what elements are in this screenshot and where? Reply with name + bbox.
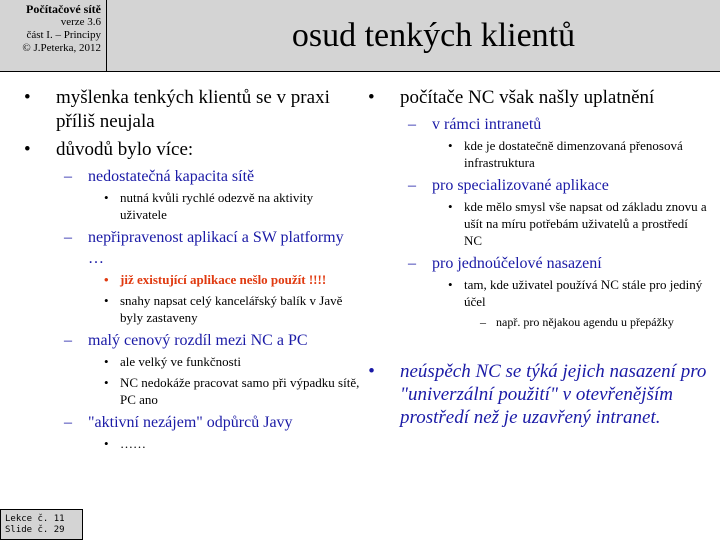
detail-item xyxy=(24,435,360,452)
conclusion-text: neúspěch NC se týká jejich nasazení pro "univerzální použití" v otevřenějším prostředí než je uzavřený intranet. xyxy=(400,361,707,428)
bullet-icon: • xyxy=(104,354,109,369)
note-item xyxy=(368,314,708,330)
bullet-icon: • xyxy=(104,190,109,205)
dash-icon: – xyxy=(64,168,72,185)
bullet-icon: • xyxy=(448,277,453,292)
right-column xyxy=(368,86,708,429)
bullet-text: důvodů bylo více: xyxy=(56,139,194,160)
detail-item xyxy=(24,353,360,370)
detail-text: tam, kde uživatel používá NC stále pro jediný účel xyxy=(464,277,703,309)
bullet-icon: • xyxy=(368,361,375,382)
bullet-icon: • xyxy=(448,199,453,214)
bullet-item xyxy=(24,86,360,134)
dash-icon: – xyxy=(408,116,416,133)
sub-text: malý cenový rozdíl mezi NC a PC xyxy=(88,332,308,349)
sub-item xyxy=(368,114,708,135)
dash-icon: – xyxy=(64,332,72,349)
dash-icon: – xyxy=(64,414,72,431)
bullet-icon: • xyxy=(448,138,453,153)
bullet-icon: • xyxy=(104,375,109,390)
dash-icon: – xyxy=(480,315,486,329)
title-bar xyxy=(107,0,720,72)
dash-icon: – xyxy=(408,177,416,194)
bullet-icon: • xyxy=(104,436,109,451)
bullet-item xyxy=(368,86,708,110)
detail-text: kde je dostatečně dimenzovaná přenosová infrastruktura xyxy=(464,138,683,170)
detail-text: NC nedokáže pracovat samo při výpadku sítě, PC ano xyxy=(120,375,360,407)
bullet-text: myšlenka tenkých klientů se v praxi příliš neujala xyxy=(56,87,330,132)
detail-item xyxy=(368,198,708,249)
sub-text: nedostatečná kapacita sítě xyxy=(88,168,255,185)
highlight-text: již existující aplikace nešlo použít !!!! xyxy=(120,272,327,287)
detail-item xyxy=(368,137,708,171)
course-copyright: © J.Peterka, 2012 xyxy=(22,42,101,54)
detail-text: snahy napsat celý kancelářský balík v Javě byly zastaveny xyxy=(120,293,343,325)
detail-text: nutná kvůli rychlé odezvě na aktivity uživatele xyxy=(120,190,314,222)
detail-item xyxy=(24,292,360,326)
bullet-item xyxy=(24,138,360,162)
dash-icon: – xyxy=(64,229,72,246)
bullet-icon: • xyxy=(368,87,375,108)
left-column xyxy=(24,86,360,456)
sub-text: pro jednoúčelové nasazení xyxy=(432,255,602,272)
bullet-text: počítače NC však našly uplatnění xyxy=(400,87,655,108)
bullet-icon: • xyxy=(104,272,109,287)
detail-item xyxy=(368,276,708,310)
course-part: část I. – Principy xyxy=(26,29,101,41)
bullet-icon: • xyxy=(24,87,31,108)
detail-item xyxy=(24,271,360,288)
sub-item xyxy=(24,412,360,433)
slide-title: osud tenkých klientů xyxy=(291,16,576,54)
dash-icon: – xyxy=(408,255,416,272)
sub-item xyxy=(24,330,360,351)
course-version: verze 3.6 xyxy=(60,16,101,28)
course-info-box xyxy=(0,0,107,72)
sub-text: pro specializované aplikace xyxy=(432,177,609,194)
detail-item xyxy=(24,374,360,408)
sub-item xyxy=(368,175,708,196)
sub-text: nepřipravenost aplikací a SW platformy … xyxy=(88,229,344,267)
course-name: Počítačové sítě xyxy=(26,2,101,16)
detail-text: ale velký ve funkčnosti xyxy=(120,354,241,369)
sub-item xyxy=(368,253,708,274)
detail-text: kde mělo smysl vše napsat od základu znovu a ušít na míru potřebám uživatelů a prostředí NC xyxy=(464,199,707,248)
bullet-icon: • xyxy=(24,139,31,160)
sub-item xyxy=(24,166,360,187)
sub-text: "aktivní nezájem" odpůrců Javy xyxy=(88,414,293,431)
sub-text: v rámci intranetů xyxy=(432,116,542,133)
sub-item xyxy=(24,227,360,269)
bullet-icon: • xyxy=(104,293,109,308)
detail-text: …… xyxy=(120,436,146,451)
detail-item xyxy=(24,189,360,223)
slide-number: Slide č. 29 xyxy=(5,525,65,535)
conclusion-item xyxy=(368,360,708,429)
note-text: např. pro nějakou agendu u přepážky xyxy=(496,315,674,329)
lecture-number: Lekce č. 11 xyxy=(5,514,65,524)
slide-footer xyxy=(0,509,83,540)
